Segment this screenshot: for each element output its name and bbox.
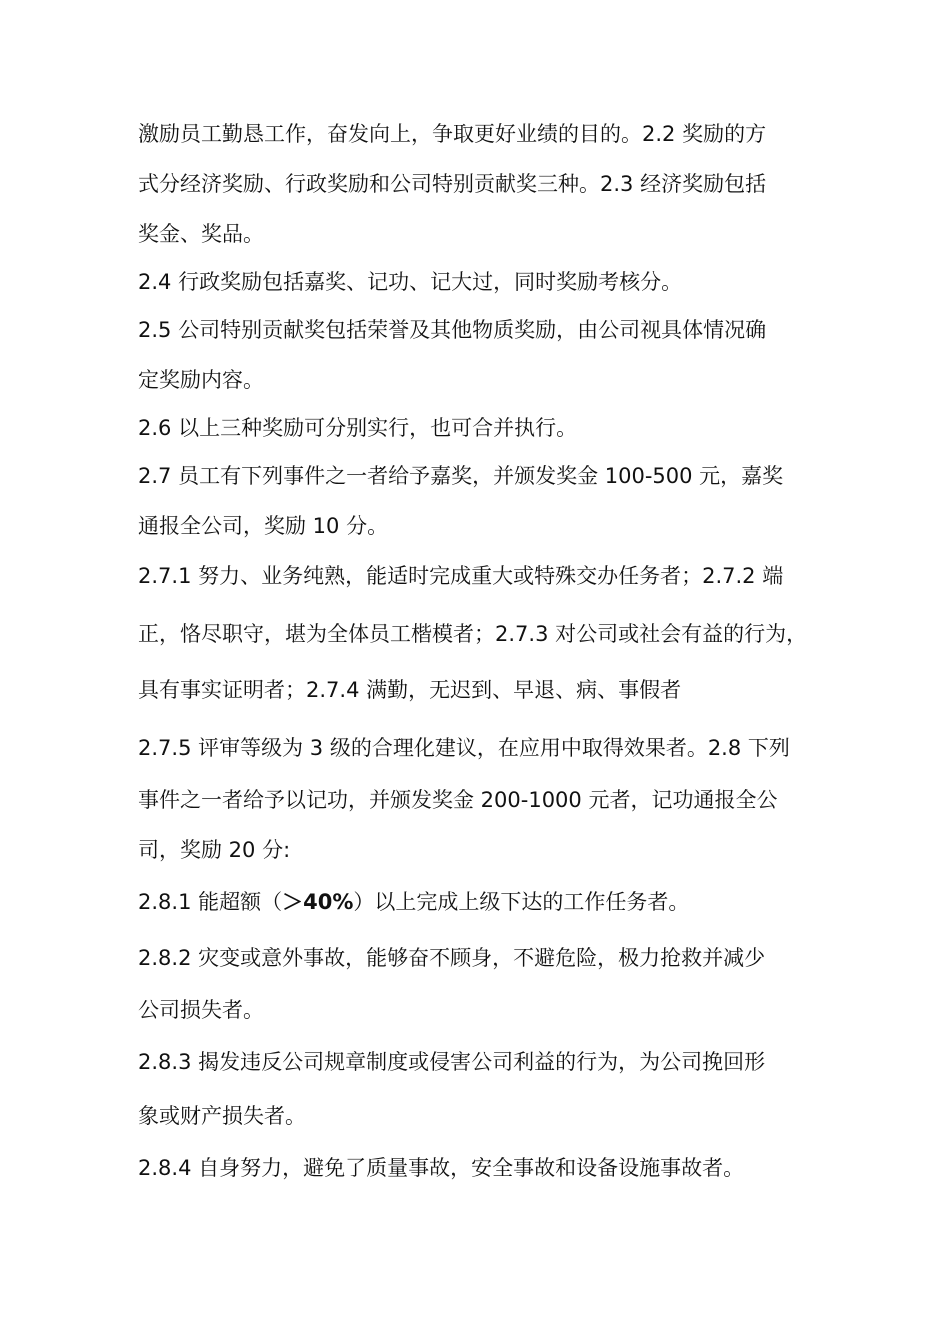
text-line: 2.8.3 揭发违反公司规章制度或侵害公司利益的行为，为公司挽回形 [138, 1050, 766, 1074]
text-line: 2.5 公司特别贡献奖包括荣誉及其他物质奖励，由公司视具体情况确 [138, 318, 767, 342]
text-line: 定奖励内容。 [138, 368, 264, 392]
text-line: 奖金、奖品。 [138, 222, 264, 246]
text-line: 象或财产损失者。 [138, 1104, 306, 1128]
bold-text-segment: ＞40% [282, 890, 354, 914]
text-line: 正，恪尽职守，堪为全体员工楷模者；2.7.3 对公司或社会有益的行为， [138, 622, 808, 646]
text-line: 式分经济奖励、行政奖励和公司特别贡献奖三种。2.3 经济奖励包括 [138, 172, 767, 196]
text-line: 激励员工勤恳工作，奋发向上，争取更好业绩的目的。2.2 奖励的方 [138, 122, 767, 146]
text-line: 2.7.5 评审等级为 3 级的合理化建议，在应用中取得效果者。2.8 下列 [138, 736, 790, 760]
text-line: 2.7.1 努力、业务纯熟，能适时完成重大或特殊交办任务者；2.7.2 端 [138, 564, 784, 588]
text-line: 2.4 行政奖励包括嘉奖、记功、记大过，同时奖励考核分。 [138, 270, 683, 294]
text-line: 事件之一者给予以记功，并颁发奖金 200-1000 元者，记功通报全公 [138, 788, 778, 812]
text-line: 公司损失者。 [138, 998, 264, 1022]
text-segment: 2.8.1 能超额（ [138, 890, 283, 914]
text-line: 司，奖励 20 分: [138, 838, 291, 862]
text-line: 具有事实证明者；2.7.4 满勤，无迟到、早退、病、事假者 [138, 678, 682, 702]
text-line: 2.8.2 灾变或意外事故，能够奋不顾身，不避危险，极力抢救并减少 [138, 946, 766, 970]
text-line: 通报全公司，奖励 10 分。 [138, 514, 389, 538]
text-line: 2.6 以上三种奖励可分别实行，也可合并执行。 [138, 416, 578, 440]
text-segment: ）以上完成上级下达的工作任务者。 [353, 890, 690, 914]
text-line: 2.7 员工有下列事件之一者给予嘉奖，并颁发奖金 100-500 元，嘉奖 [138, 464, 784, 488]
text-line: 2.8.4 自身努力，避免了质量事故，安全事故和设备设施事故者。 [138, 1156, 745, 1180]
text-line-2-8-1 [138, 888, 689, 916]
